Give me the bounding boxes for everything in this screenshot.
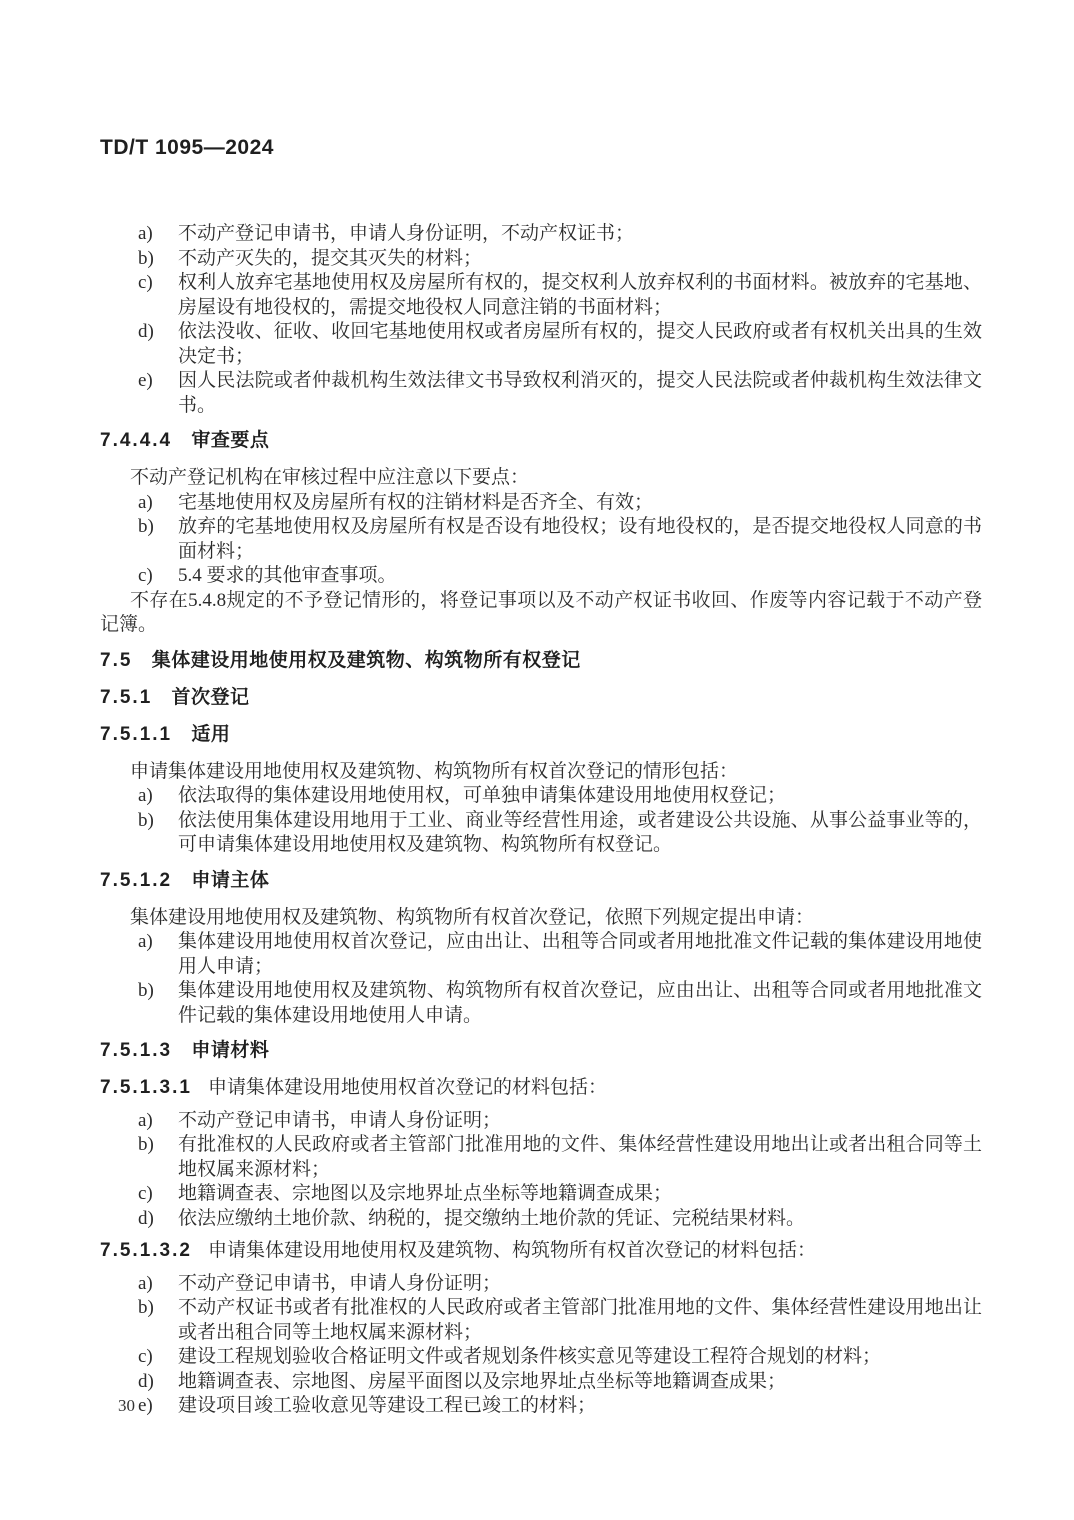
list-item-text: 地籍调查表、宗地图以及宗地界址点坐标等地籍调查成果； bbox=[178, 1183, 673, 1204]
list-item-text: 建设项目竣工验收意见等建设工程已竣工的材料； bbox=[178, 1395, 597, 1416]
section-heading-7-5 bbox=[100, 649, 982, 673]
list-item-text: 集体建设用地使用权及建筑物、构筑物所有权首次登记，应由出让、出租等合同或者用地批准文件记载的集体建设用地使用人申请。 bbox=[178, 980, 982, 1026]
list-item-text: 宅基地使用权及房屋所有权的注销材料是否齐全、有效； bbox=[178, 491, 654, 513]
section-heading-7-5-1 bbox=[100, 686, 982, 710]
list-item-marker: d) bbox=[138, 1207, 154, 1229]
list-item-text: 不动产登记申请书，申请人身份证明，不动产权证书； bbox=[178, 223, 635, 244]
subject-list bbox=[100, 930, 982, 1028]
list-item-marker: c) bbox=[138, 1183, 153, 1204]
section-heading-7-5-1-1 bbox=[100, 723, 982, 747]
list-item-text: 集体建设用地使用权首次登记，应由出让、出租等合同或者用地批准文件记载的集体建设用地使用人申请； bbox=[178, 931, 982, 977]
list-item-marker: b) bbox=[138, 809, 154, 831]
page-content bbox=[100, 136, 982, 1419]
list-item bbox=[100, 1133, 982, 1182]
review-intro-paragraph: 不动产登记机构在审核过程中应注意以下要点： bbox=[130, 467, 530, 488]
page-number: 30 bbox=[118, 1396, 135, 1415]
list-item bbox=[100, 515, 982, 564]
list-item bbox=[100, 1370, 982, 1395]
list-item bbox=[100, 1272, 982, 1297]
list-item-text: 地籍调查表、宗地图、房屋平面图以及宗地界址点坐标等地籍调查成果； bbox=[178, 1370, 787, 1392]
review-points-list bbox=[100, 491, 982, 589]
clause-number: 7.5.1.3.2 bbox=[100, 1240, 192, 1261]
list-item bbox=[100, 271, 982, 320]
section-heading-7-5-1-3 bbox=[100, 1039, 982, 1063]
list-item-marker: b) bbox=[138, 1297, 154, 1318]
standard-code-header: TD/T 1095—2024 bbox=[100, 136, 274, 159]
section-title: 首次登记 bbox=[171, 686, 250, 708]
list-item-marker: a) bbox=[138, 785, 153, 806]
section-number: 7.5 bbox=[100, 649, 133, 671]
list-item bbox=[100, 930, 982, 979]
list-item-text: 不动产登记申请书，申请人身份证明； bbox=[178, 1272, 502, 1294]
list-item-marker: b) bbox=[138, 980, 154, 1001]
list-item-text: 5.4 要求的其他审查事项。 bbox=[178, 565, 397, 586]
list-item-marker: b) bbox=[138, 247, 154, 269]
list-item bbox=[100, 979, 982, 1028]
list-item-marker: c) bbox=[138, 565, 153, 586]
list-item-marker: c) bbox=[138, 272, 153, 293]
list-item-text: 不动产权证书或者有批准权的人民政府或者主管部门批准用地的文件、集体经营性建设用地出让或者出租合同等土地权属来源材料； bbox=[178, 1297, 982, 1343]
clause-text: 申请集体建设用地使用权及建筑物、构筑物所有权首次登记的材料包括： bbox=[207, 1240, 816, 1261]
list-item-text: 不动产灭失的，提交其灭失的材料； bbox=[178, 247, 483, 269]
section-number: 7.4.4.4 bbox=[100, 430, 173, 451]
list-item-text: 依法没收、征收、收回宅基地使用权或者房屋所有权的，提交人民政府或者有权机关出具的生效决定书； bbox=[178, 321, 982, 367]
section-heading-7-4-4-4 bbox=[100, 429, 982, 453]
list-item bbox=[100, 320, 982, 369]
list-item bbox=[100, 1207, 982, 1232]
applicable-list bbox=[100, 784, 982, 858]
list-item bbox=[100, 1296, 982, 1345]
record-paragraph: 不存在5.4.8规定的不予登记情形的，将登记事项以及不动产权证书收回、作废等内容记载于不动产登记簿。 bbox=[100, 589, 982, 635]
cancellation-materials-list bbox=[100, 222, 982, 418]
list-item bbox=[100, 1394, 982, 1419]
section-number: 7.5.1.2 bbox=[100, 869, 173, 891]
section-title: 申请材料 bbox=[191, 1040, 270, 1061]
subject-intro-paragraph: 集体建设用地使用权及建筑物、构筑物所有权首次登记，依照下列规定提出申请： bbox=[130, 906, 815, 928]
list-item-text: 建设工程规划验收合格证明文件或者规划条件核实意见等建设工程符合规划的材料； bbox=[178, 1346, 882, 1367]
list-item bbox=[100, 222, 982, 247]
section-title: 适用 bbox=[191, 723, 231, 745]
list-item-text: 不动产登记申请书，申请人身份证明； bbox=[178, 1109, 502, 1131]
list-item bbox=[100, 809, 982, 858]
clause-text: 申请集体建设用地使用权首次登记的材料包括： bbox=[207, 1077, 607, 1098]
clause-7-5-1-3-2 bbox=[100, 1239, 982, 1264]
list-item-marker: e) bbox=[138, 370, 153, 391]
list-item-marker: d) bbox=[138, 1370, 154, 1392]
list-item-marker: e) bbox=[138, 1395, 153, 1416]
list-item-text: 放弃的宅基地使用权及房屋所有权是否设有地役权；设有地役权的，是否提交地役权人同意的书面材料； bbox=[178, 516, 982, 562]
list-item-marker: a) bbox=[138, 223, 153, 244]
list-item bbox=[100, 564, 982, 589]
land-materials-list bbox=[100, 1109, 982, 1232]
list-item bbox=[100, 1182, 982, 1207]
list-item-text: 依法使用集体建设用地用于工业、商业等经营性用途，或者建设公共设施、从事公益事业等的，可申请集体建设用地使用权及建筑物、构筑物所有权登记。 bbox=[178, 809, 982, 855]
clause-7-5-1-3-1 bbox=[100, 1076, 982, 1101]
clause-number: 7.5.1.3.1 bbox=[100, 1077, 192, 1098]
list-item-marker: b) bbox=[138, 1134, 154, 1155]
list-item-text: 有批准权的人民政府或者主管部门批准用地的文件、集体经营性建设用地出让或者出租合同等土地权属来源材料； bbox=[178, 1134, 982, 1180]
section-number: 7.5.1.3 bbox=[100, 1040, 173, 1061]
list-item bbox=[100, 1109, 982, 1134]
section-number: 7.5.1.1 bbox=[100, 723, 173, 745]
list-item-marker: c) bbox=[138, 1346, 153, 1367]
list-item-marker: b) bbox=[138, 516, 154, 537]
list-item-marker: d) bbox=[138, 321, 154, 342]
list-item-marker: a) bbox=[138, 1109, 153, 1131]
list-item bbox=[100, 1345, 982, 1370]
list-item bbox=[100, 247, 982, 272]
list-item-marker: a) bbox=[138, 491, 153, 513]
section-title: 申请主体 bbox=[191, 869, 270, 891]
section-title: 集体建设用地使用权及建筑物、构筑物所有权登记 bbox=[151, 649, 581, 671]
section-title: 审查要点 bbox=[191, 430, 270, 451]
list-item bbox=[100, 784, 982, 809]
list-item-text: 因人民法院或者仲裁机构生效法律文书导致权利消灭的，提交人民法院或者仲裁机构生效法律文书。 bbox=[178, 370, 982, 416]
list-item-text: 依法取得的集体建设用地使用权，可单独申请集体建设用地使用权登记； bbox=[178, 785, 787, 806]
list-item bbox=[100, 491, 982, 516]
list-item bbox=[100, 369, 982, 418]
building-materials-list bbox=[100, 1272, 982, 1419]
list-item-marker: a) bbox=[138, 931, 153, 952]
applicable-intro-paragraph: 申请集体建设用地使用权及建筑物、构筑物所有权首次登记的情形包括： bbox=[130, 760, 739, 782]
list-item-marker: a) bbox=[138, 1272, 153, 1294]
list-item-text: 权利人放弃宅基地使用权及房屋所有权的，提交权利人放弃权利的书面材料。被放弃的宅基地、房屋设有地役权的，需提交地役权人同意注销的书面材料； bbox=[178, 272, 982, 318]
section-heading-7-5-1-2 bbox=[100, 869, 982, 893]
list-item-text: 依法应缴纳土地价款、纳税的，提交缴纳土地价款的凭证、完税结果材料。 bbox=[178, 1207, 806, 1229]
section-number: 7.5.1 bbox=[100, 686, 153, 708]
